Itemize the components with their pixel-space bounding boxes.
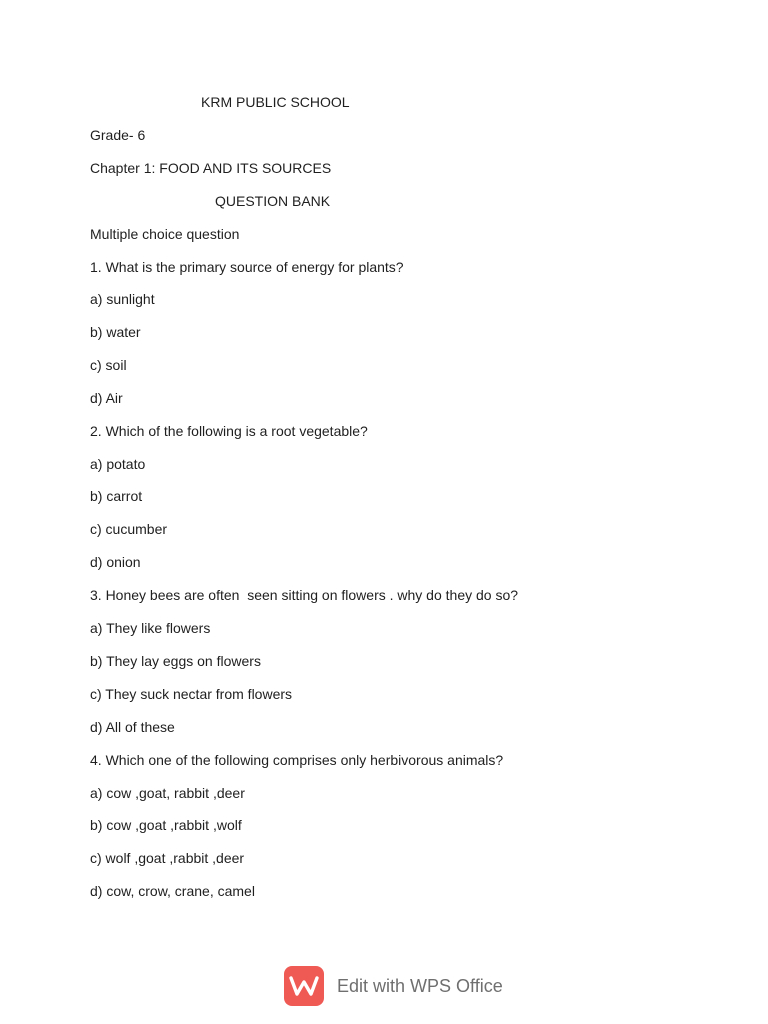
wps-footer[interactable] — [284, 964, 503, 1008]
wps-w-glyph-icon — [289, 975, 319, 997]
question-1: 1. What is the primary source of energy for plants? — [90, 259, 404, 275]
question-4: 4. Which one of the following comprises only herbivorous animals? — [90, 752, 504, 768]
question-3-option-d: d) All of these — [90, 719, 175, 735]
question-2-option-c: c) cucumber — [90, 521, 168, 537]
question-2-option-d: d) onion — [90, 554, 141, 570]
question-2: 2. Which of the following is a root vegetable? — [90, 423, 368, 439]
question-4-option-b: b) cow ,goat ,rabbit ,wolf — [90, 817, 242, 833]
question-4-option-c: c) wolf ,goat ,rabbit ,deer — [90, 850, 245, 866]
grade-label: Grade- 6 — [90, 127, 146, 143]
question-2-option-a: a) potato — [90, 456, 146, 472]
edit-with-wps-label[interactable]: Edit with WPS Office — [337, 975, 503, 996]
question-1-option-c: c) soil — [90, 357, 127, 373]
question-3: 3. Honey bees are often seen sitting on flowers . why do they do so? — [90, 587, 519, 603]
section-heading: Multiple choice question — [90, 226, 240, 242]
question-4-option-d: d) cow, crow, crane, camel — [90, 883, 255, 899]
question-1-option-d: d) Air — [90, 390, 123, 406]
school-name: KRM PUBLIC SCHOOL — [201, 94, 350, 110]
question-1-option-b: b) water — [90, 324, 141, 340]
question-2-option-b: b) carrot — [90, 488, 143, 504]
question-3-option-c: c) They suck nectar from flowers — [90, 686, 293, 702]
wps-office-logo-icon[interactable] — [284, 966, 324, 1006]
question-1-option-a: a) sunlight — [90, 291, 155, 307]
question-4-option-a: a) cow ,goat, rabbit ,deer — [90, 785, 245, 801]
question-bank-heading: QUESTION BANK — [215, 193, 331, 209]
question-3-option-b: b) They lay eggs on flowers — [90, 653, 261, 669]
chapter-title: Chapter 1: FOOD AND ITS SOURCES — [90, 160, 332, 176]
question-3-option-a: a) They like flowers — [90, 620, 211, 636]
